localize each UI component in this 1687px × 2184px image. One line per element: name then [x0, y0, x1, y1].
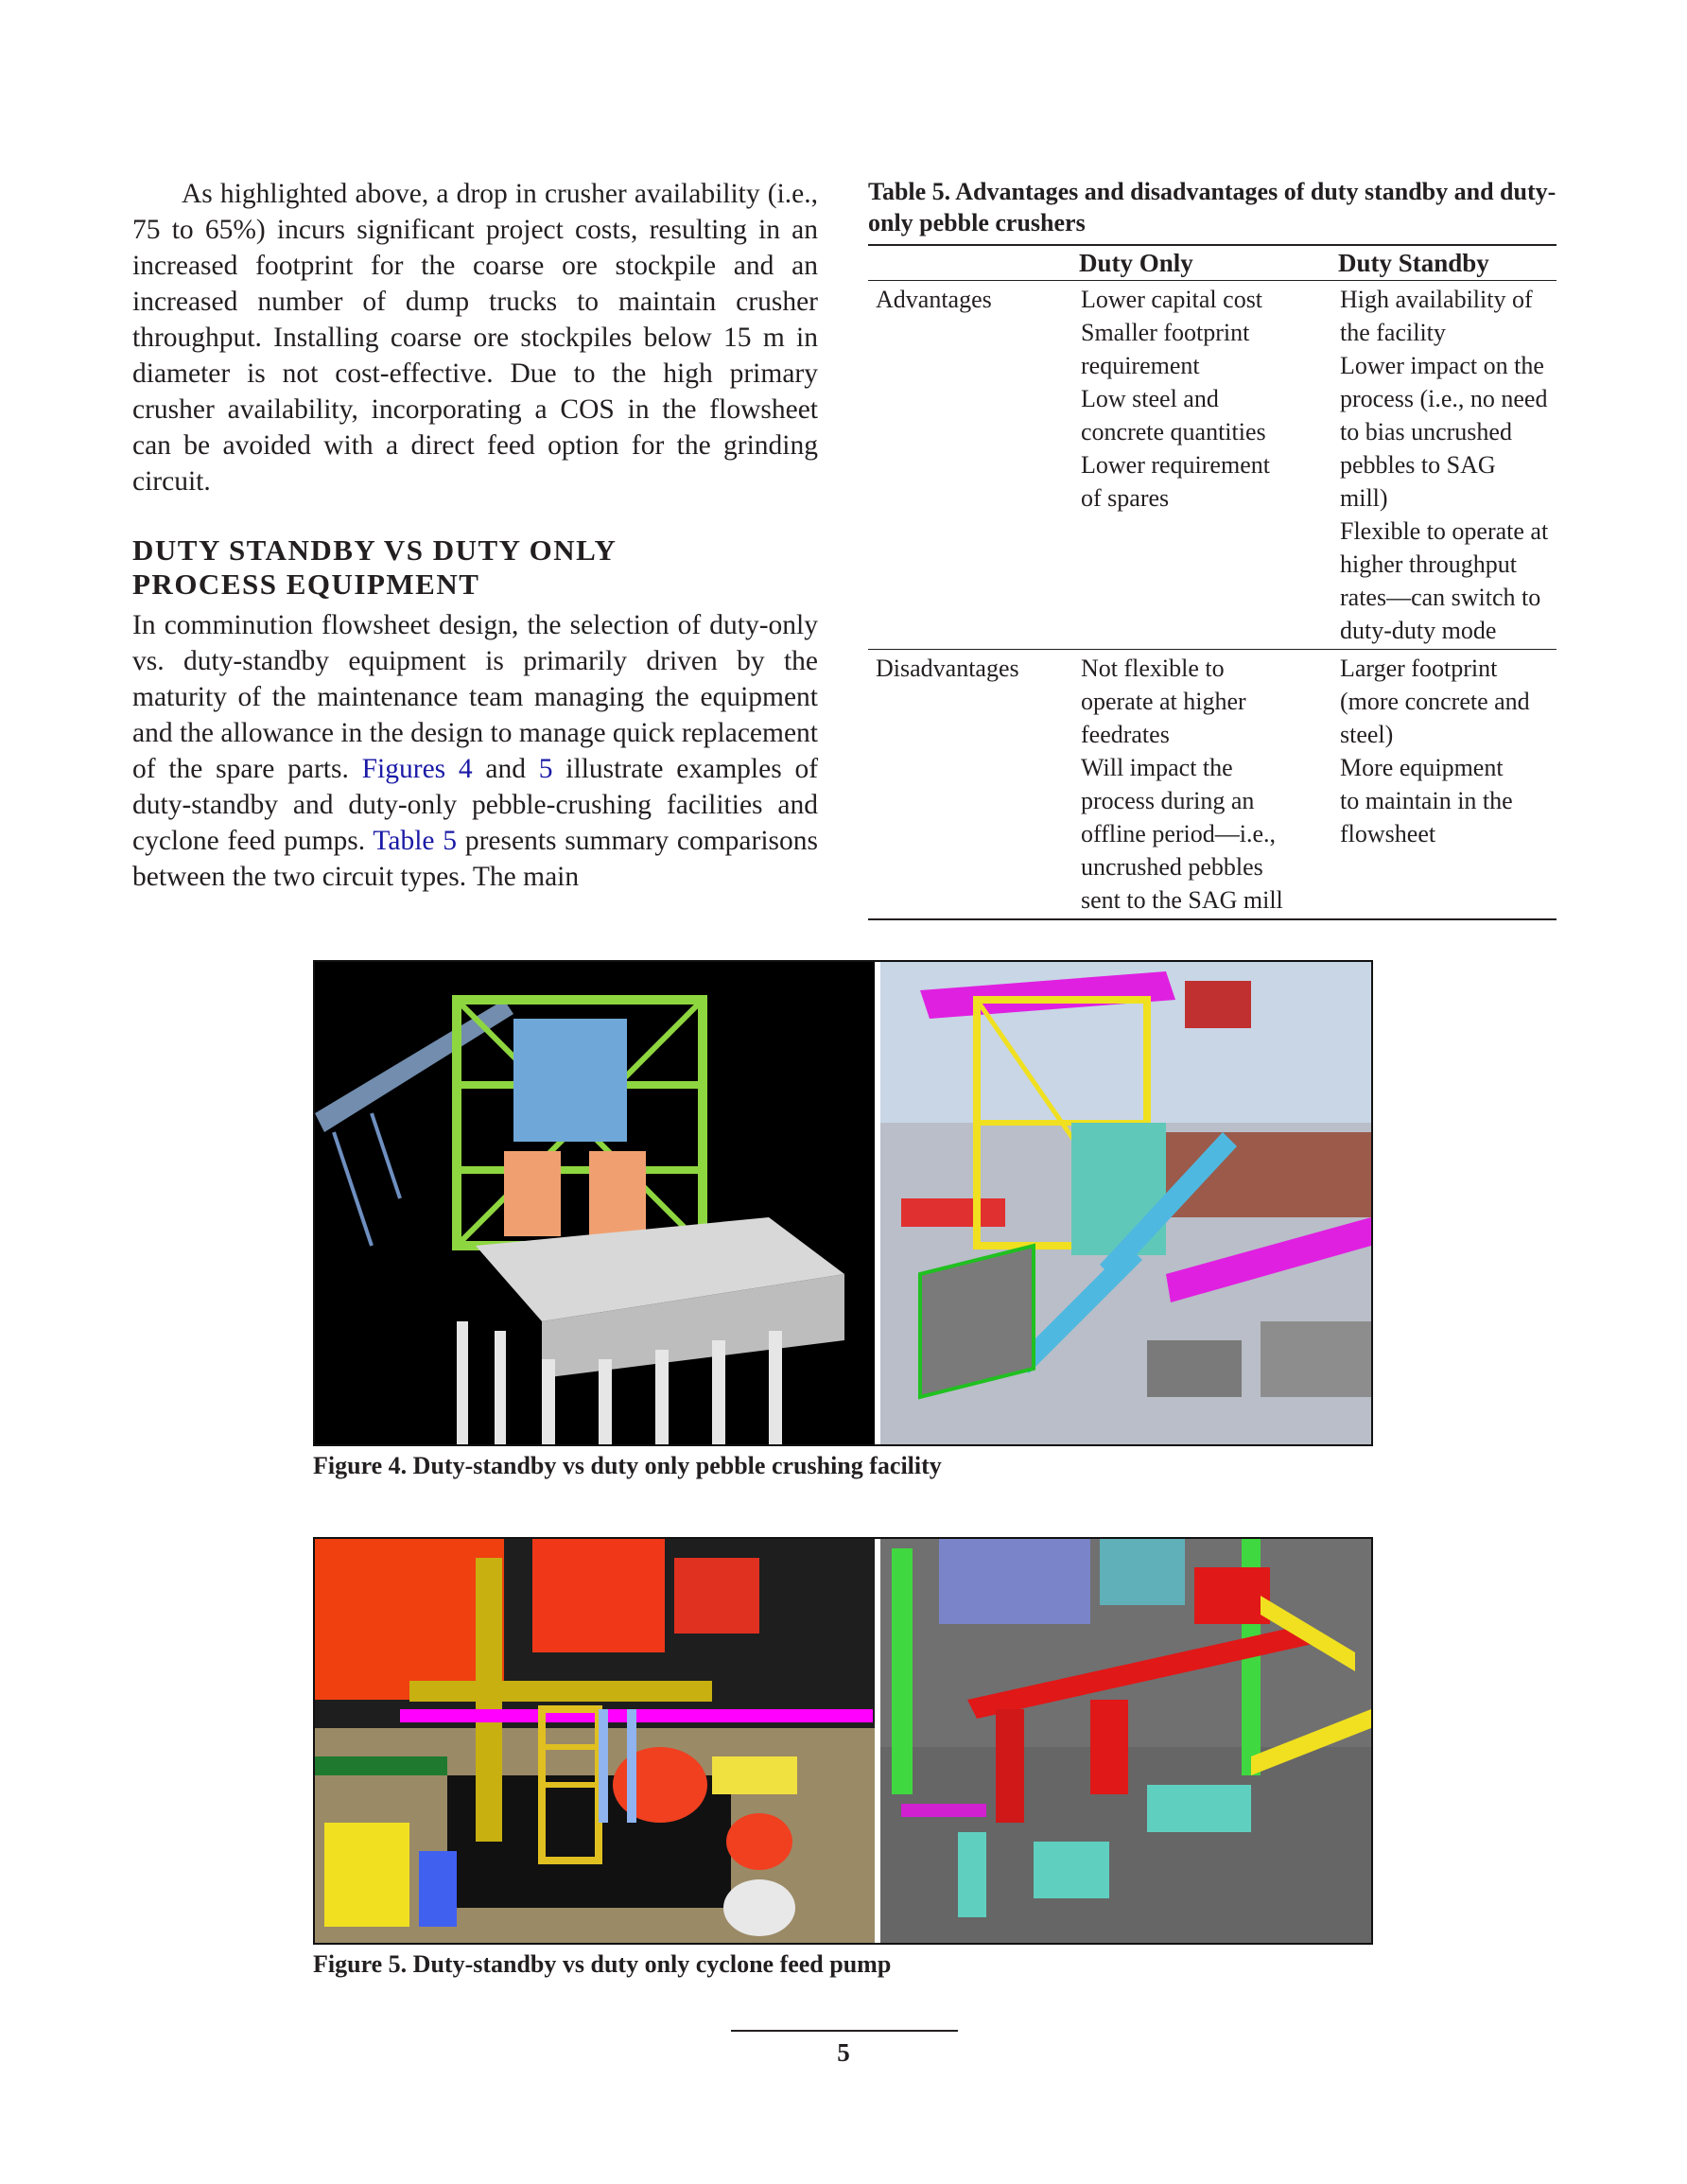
figure-4-caption: Figure 4. Duty-standby vs duty only pebble crushing facility: [313, 1452, 942, 1479]
cell-line: Larger footprint: [1340, 655, 1498, 682]
table-5: [868, 244, 1557, 920]
right-column: [868, 176, 1557, 920]
cell-line: (more concrete and: [1340, 688, 1530, 715]
figure-5-caption: Figure 5. Duty-standby vs duty only cyclone feed pump: [313, 1950, 892, 1978]
table-header-duty-only: Duty Only: [1073, 245, 1332, 281]
cell-line: duty-duty mode: [1340, 617, 1497, 644]
body-paragraph-2: [132, 607, 818, 895]
cell-line: higher throughput: [1340, 550, 1518, 578]
cell-line: uncrushed pebbles: [1081, 853, 1263, 881]
cell-line: feedrates: [1081, 721, 1170, 748]
cell-advantages-duty-only: [1073, 281, 1332, 650]
cell-line: process (i.e., no need: [1340, 385, 1548, 412]
table-5-caption: Table 5. Advantages and disadvantages of duty standby and duty-only pebble crushers: [868, 178, 1557, 236]
cell-line: to maintain in the: [1340, 787, 1513, 814]
cell-line: High availability of: [1340, 286, 1533, 313]
cell-line: concrete quantities: [1081, 418, 1266, 446]
table-header-empty: [868, 245, 1073, 281]
figure-5-link[interactable]: 5: [538, 754, 553, 784]
cell-line: Lower capital cost: [1081, 286, 1263, 313]
cell-line: the facility: [1340, 319, 1446, 346]
text-and: and: [485, 754, 527, 784]
cell-line: offline period—i.e.,: [1081, 820, 1277, 847]
cell-line: Flexible to operate at: [1340, 517, 1549, 545]
section-heading-line-1: DUTY STANDBY VS DUTY ONLY: [132, 533, 617, 567]
cell-line: of spares: [1081, 484, 1170, 512]
cell-disadvantages-duty-standby: [1332, 650, 1557, 920]
page-number: 5: [837, 2038, 850, 2067]
page-number-rule: [731, 2030, 958, 2032]
cell-advantages-duty-standby: [1332, 281, 1557, 650]
cell-line: sent to the SAG mill: [1081, 886, 1283, 914]
section-heading-line-2: PROCESS EQUIPMENT: [132, 568, 480, 601]
cell-line: steel): [1340, 721, 1394, 748]
table-5-link[interactable]: Table 5: [373, 826, 458, 856]
paragraph-2-text-1: In comminution flowsheet design, the selection of duty-only vs. duty-standby equipment is primarily driven by the maturity of the maintenance team managing the equipment and the allowance in the design to manage quick replacement of the spare parts.: [132, 610, 818, 784]
cell-line: Low steel and: [1081, 385, 1219, 412]
left-column: [132, 176, 818, 895]
table-row-disadvantages: [868, 650, 1557, 920]
table-row-advantages: [868, 281, 1557, 650]
cell-line: rates—can switch to: [1340, 584, 1541, 611]
cell-line: requirement: [1081, 352, 1200, 379]
cell-line: More equipment: [1340, 754, 1504, 781]
figure-4-image: [313, 960, 1373, 1446]
paragraph-2-text-3: presents summary comparisons between the two circuit types. The main: [132, 826, 819, 892]
row-label-advantages: Advantages: [868, 281, 1073, 650]
body-paragraph-1: As highlighted above, a drop in crusher availability (i.e., 75 to 65%) incurs significant project costs, resulting in an increased footprint for the coarse ore stockpile and an increased number of dump trucks to maintain crusher throughput. Installing coarse ore stockpiles below 15 m in diameter is not cost-effective. Due to the high primary crusher availability, incorporating a COS in the flowsheet can be avoided with a direct feed option for the grinding circuit.: [132, 179, 818, 497]
cell-line: pebbles to SAG mill): [1340, 451, 1496, 512]
paragraph-2-text-2: illustrate examples of duty-standby and duty-only pebble-crushing facilities and cyclone feed pumps.: [132, 754, 819, 856]
cell-line: flowsheet: [1340, 820, 1436, 847]
cell-line: operate at higher: [1081, 688, 1246, 715]
cell-line: Lower requirement: [1081, 451, 1270, 479]
cell-line: to bias uncrushed: [1340, 418, 1512, 446]
cell-disadvantages-duty-only: [1073, 650, 1332, 920]
row-label-disadvantages: Disadvantages: [868, 650, 1073, 920]
cell-line: Will impact the: [1081, 754, 1233, 781]
table-header-duty-standby: Duty Standby: [1332, 245, 1557, 281]
cell-line: Not flexible to: [1081, 655, 1225, 682]
cell-line: process during an: [1081, 787, 1255, 814]
table-header-row: [868, 245, 1557, 281]
figure-4-link[interactable]: Figures 4: [361, 754, 473, 784]
cell-line: Smaller footprint: [1081, 319, 1250, 346]
section-heading: [132, 533, 818, 602]
figure-5-image: [313, 1537, 1373, 1945]
cell-line: Lower impact on the: [1340, 352, 1544, 379]
